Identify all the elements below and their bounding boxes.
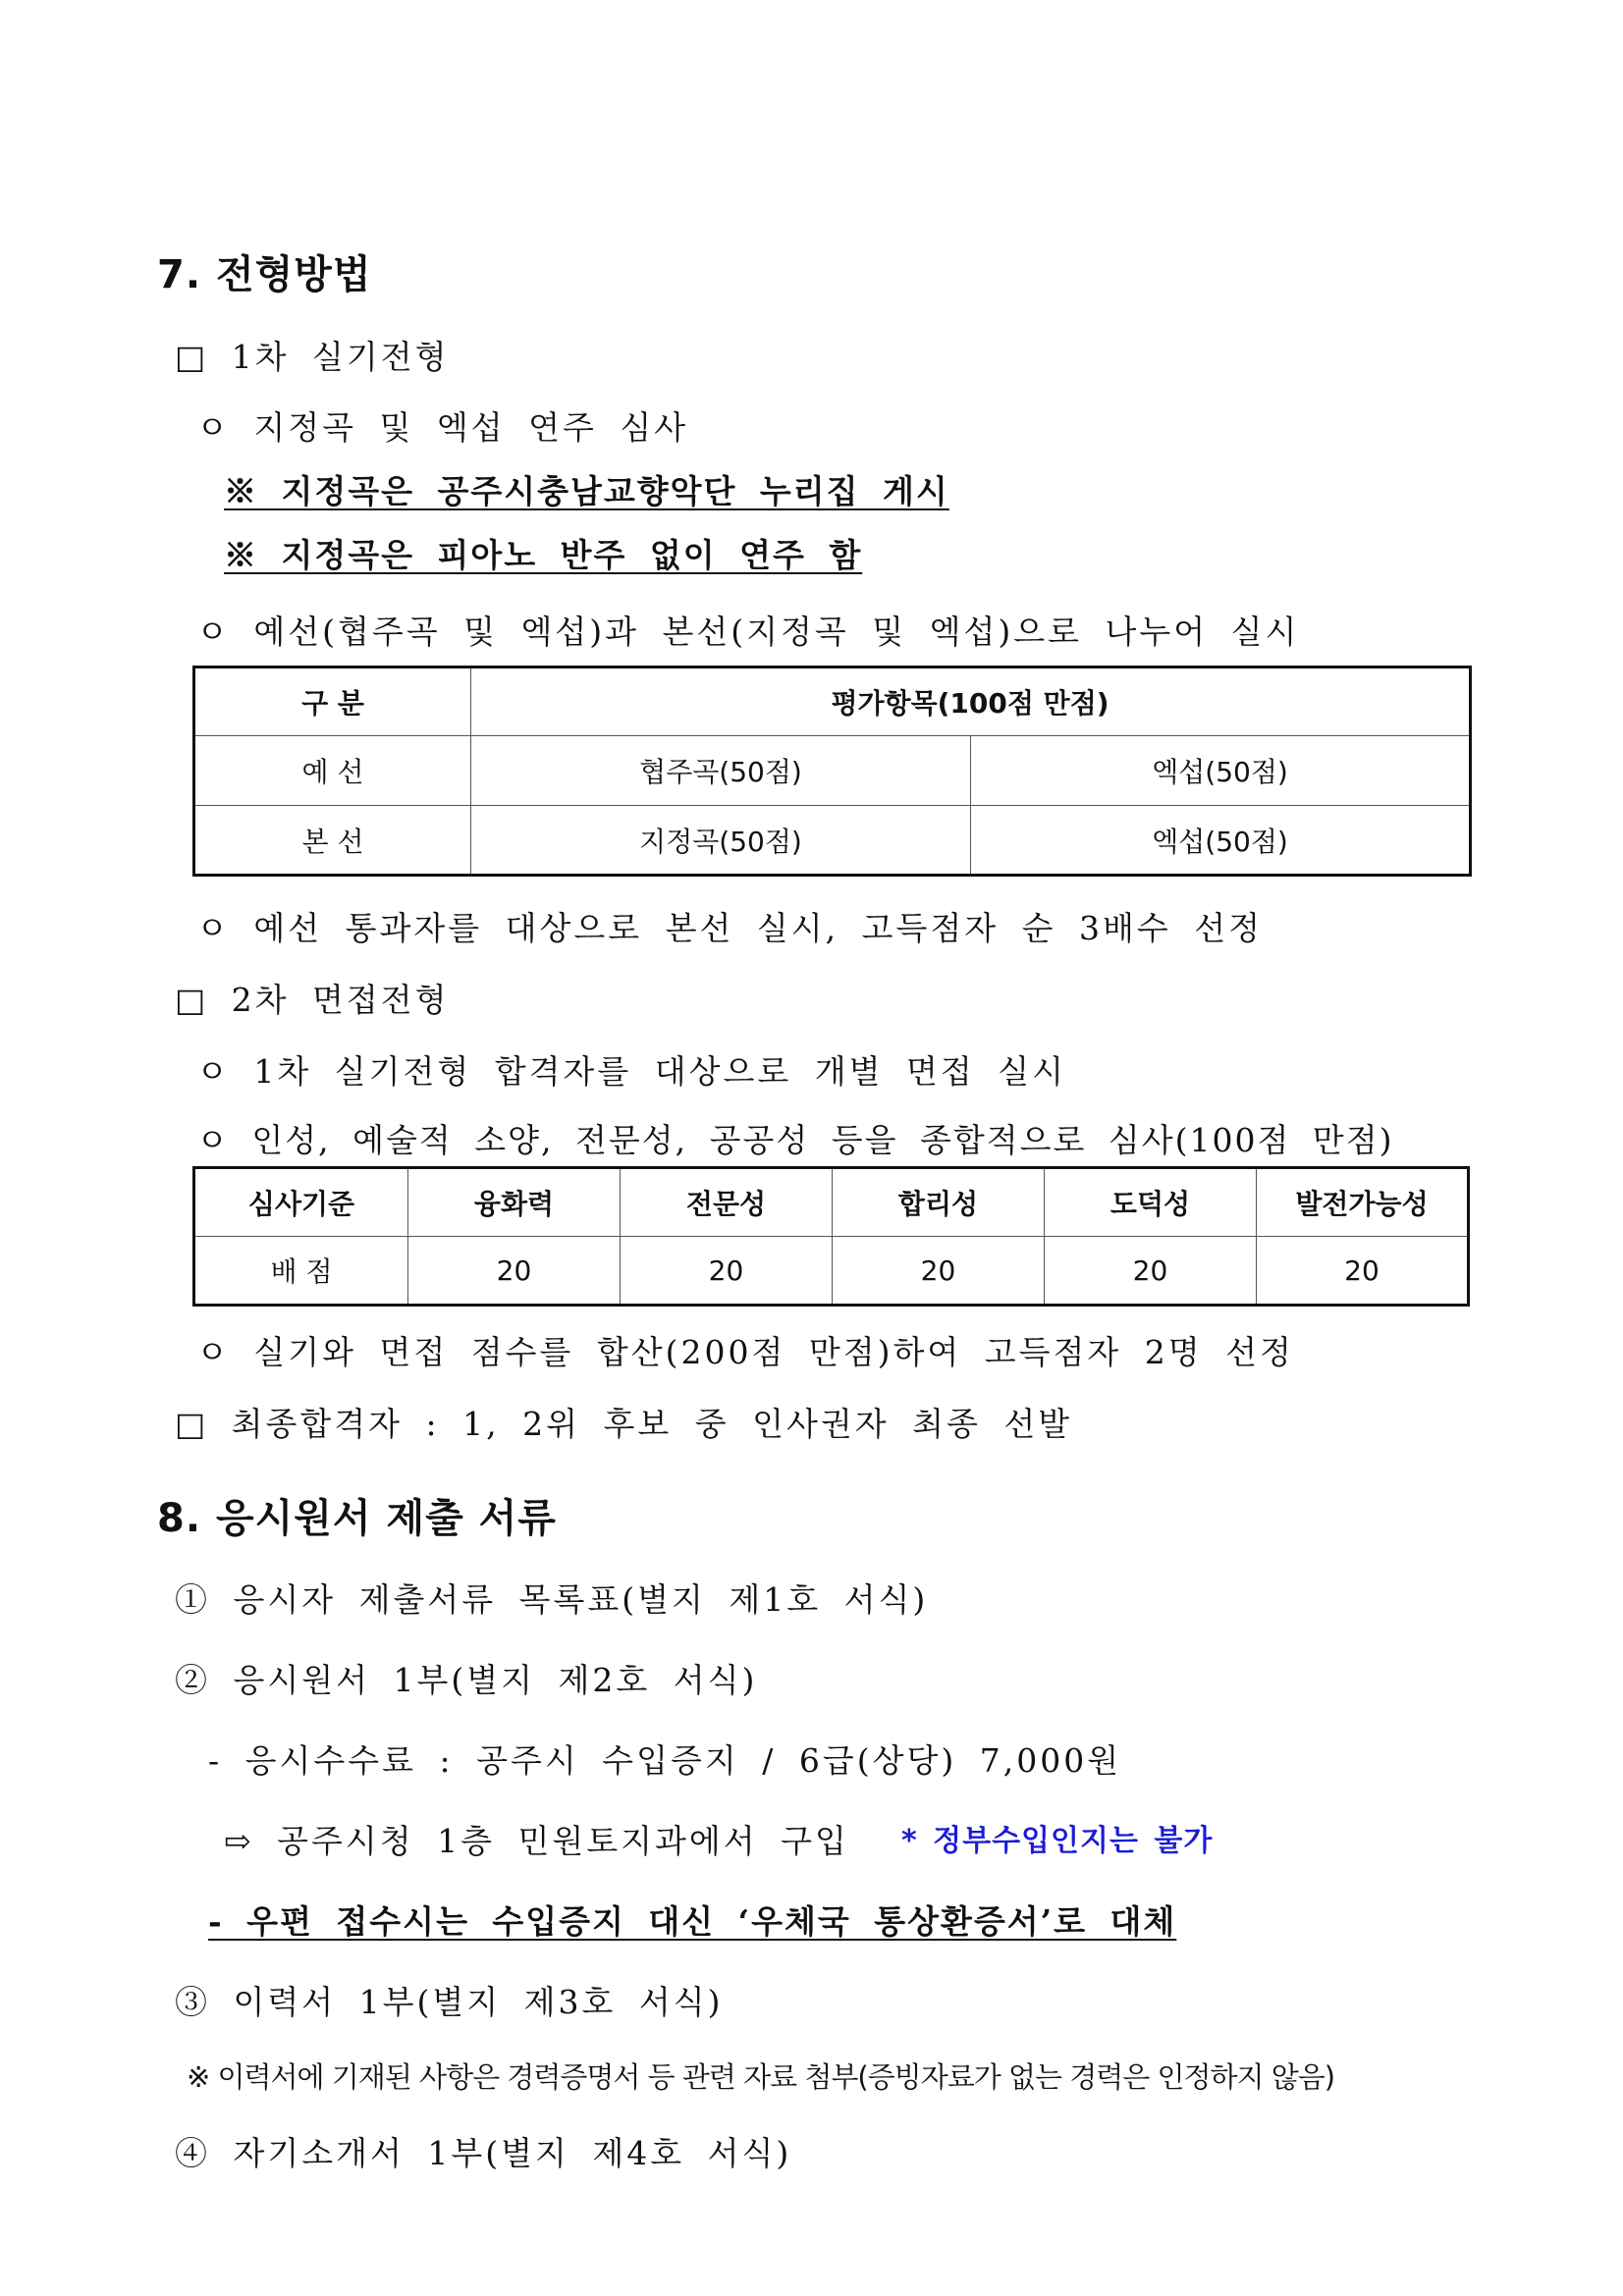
score-cell: 20: [621, 1237, 833, 1306]
table-header: 합리성: [833, 1168, 1045, 1237]
round2-score-table: [192, 1166, 1470, 1307]
section8-title: 8. 응시원서 제출 서류: [157, 1496, 557, 1541]
row-label: 배 점: [194, 1237, 408, 1306]
round2-heading: □ 2차 면접전형: [175, 981, 450, 1019]
doc-item-2: ② 응시원서 1부(별지 제2호 서식): [175, 1661, 758, 1699]
table-header-category: 구 분: [194, 667, 471, 736]
table-header: 심사기준: [194, 1168, 408, 1237]
row-item: 엑섭(50점): [971, 736, 1471, 806]
round1-bullet-1: ㅇ 지정곡 및 엑섭 연주 심사: [196, 408, 689, 447]
postal-note: - 우편 접수시는 수입증지 대신 ‘우체국 통상환증서’로 대체: [208, 1902, 1177, 1941]
round2-bullet-3: ㅇ 실기와 면접 점수를 합산(200점 만점)하여 고득점자 2명 선정: [196, 1333, 1294, 1371]
table-row: [194, 736, 1471, 806]
round1-bullet-3: ㅇ 예선 통과자를 대상으로 본선 실시, 고득점자 순 3배수 선정: [196, 909, 1263, 947]
score-cell: 20: [833, 1237, 1045, 1306]
purchase-note: * 정부수입인지는 불가: [901, 1824, 1214, 1858]
table-row: [194, 1237, 1469, 1306]
round1-note-1: ※ 지정곡은 공주시충남교향악단 누리집 게시: [224, 472, 949, 510]
round1-heading: □ 1차 실기전형: [175, 338, 450, 376]
row-label: 예 선: [194, 736, 471, 806]
row-item: 협주곡(50점): [471, 736, 971, 806]
row-label: 본 선: [194, 806, 471, 876]
table-row: [194, 806, 1471, 876]
round2-bullet-1: ㅇ 1차 실기전형 합격자를 대상으로 개별 면접 실시: [196, 1052, 1066, 1091]
round1-eval-table: [192, 666, 1472, 877]
table-header: 융화력: [408, 1168, 621, 1237]
row-item: 지정곡(50점): [471, 806, 971, 876]
final-selection: □ 최종합격자 : 1, 2위 후보 중 인사권자 최종 선발: [175, 1405, 1073, 1443]
table-header: 발전가능성: [1257, 1168, 1469, 1237]
doc-item-4: ④ 자기소개서 1부(별지 제4호 서식): [175, 2134, 792, 2172]
doc-item-3: ③ 이력서 1부(별지 제3호 서식): [175, 1983, 724, 2021]
round1-bullet-2: ㅇ 예선(협주곡 및 엑섭)과 본선(지정곡 및 엑섭)으로 나누어 실시: [196, 613, 1300, 651]
round2-bullet-2: ㅇ 인성, 예술적 소양, 전문성, 공공성 등을 종합적으로 심사(100점 만점): [196, 1121, 1394, 1159]
purchase-line: ⇨ 공주시청 1층 민원토지과에서 구입: [224, 1822, 849, 1860]
score-cell: 20: [1045, 1237, 1257, 1306]
table-header-eval: 평가항목(100점 만점): [471, 667, 1471, 736]
doc-item-3-note: ※ 이력서에 기재된 사항은 경력증명서 등 관련 자료 첨부(증빙자료가 없는 경력은 인정하지 않음): [187, 2060, 1335, 2094]
fee-line: - 응시수수료 : 공주시 수입증지 / 6급(상당) 7,000원: [208, 1741, 1122, 1780]
doc-item-1: ① 응시자 제출서류 목록표(별지 제1호 서식): [175, 1580, 929, 1619]
score-cell: 20: [408, 1237, 621, 1306]
row-item: 엑섭(50점): [971, 806, 1471, 876]
table-header: 전문성: [621, 1168, 833, 1237]
score-cell: 20: [1257, 1237, 1469, 1306]
section7-title: 7. 전형방법: [157, 252, 372, 297]
round1-note-2: ※ 지정곡은 피아노 반주 없이 연주 함: [224, 536, 863, 574]
table-header: 도덕성: [1045, 1168, 1257, 1237]
